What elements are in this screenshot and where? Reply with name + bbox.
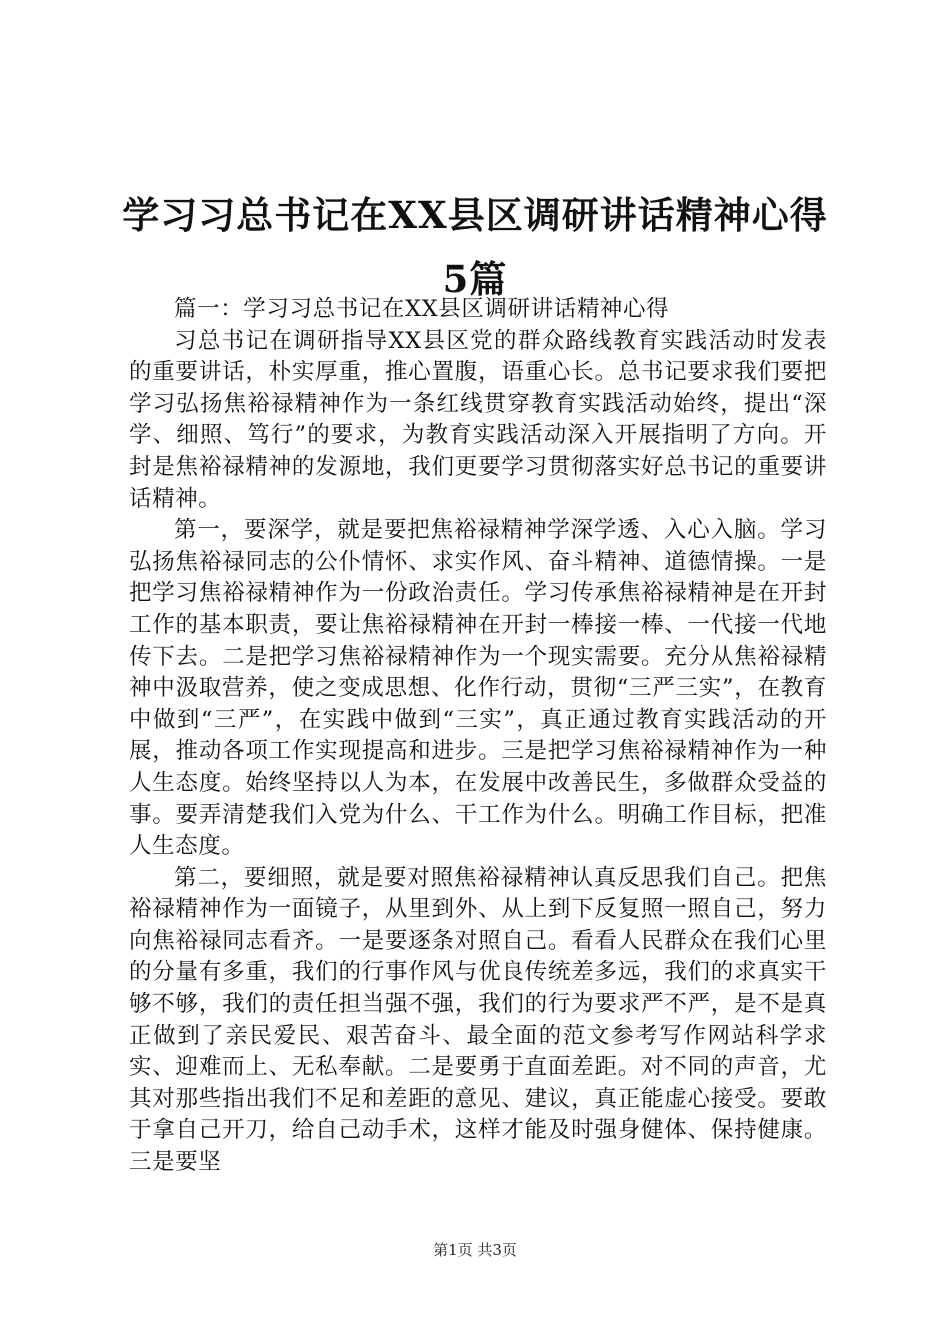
page-number-footer: 第1页 共3页	[433, 1241, 517, 1259]
paragraph: 第二，要细照，就是要对照焦裕禄精神认真反思我们自己。把焦裕禄精神作为一面镜子，从里到外、从上到下反复照一照自己，努力向焦裕禄同志看齐。一是要逐条对照自己。看看人民群众在我们心里的分量有多重，我们的行事作风与优良传统差多远，我们的求真实干够不够，我们的责任担当强不强，我们的行为要求严不严，是不是真正做到了亲民爱民、艰苦奋斗、最全面的范文参考写作网站科学求实、迎难而上、无私奉献。二是要勇于直面差距。对不同的声音，尤其对那些指出我们不足和差距的意见、建议，真正能虚心接受。要敢于拿自己开刀，给自己动手术，这样才能及时强身健体、保持健康。三是要坚	[129, 864, 827, 1176]
document-body	[129, 294, 827, 1179]
document-title: 学习习总书记在XX县区调研讲话精神心得5篇	[122, 192, 828, 301]
section-heading: 篇一：学习习总书记在XX县区调研讲话精神心得	[174, 296, 670, 322]
paragraph: 第一，要深学，就是要把焦裕禄精神学深学透、入心入脑。学习弘扬焦裕禄同志的公仆情怀、求实作风、奋斗精神、道德情操。一是把学习焦裕禄精神作为一份政治责任。学习传承焦裕禄精神是在开封工作的基本职责，要让焦裕禄精神在开封一棒接一棒、一代接一代地传下去。二是把学习焦裕禄精神作为一个现实需要。充分从焦裕禄精神中汲取营养，使之变成思想、化作行动，贯彻“三严三实”，在教育中做到“三严”，在实践中做到“三实”，真正通过教育实践活动的开展，推动各项工作实现提高和进步。三是把学习焦裕禄精神作为一种人生态度。始终坚持以人为本，在发展中改善民生，多做群众受益的事。要弄清楚我们入党为什么、干工作为什么。明确工作目标，把准人生态度。	[129, 517, 827, 860]
paragraph: 习总书记在调研指导XX县区党的群众路线教育实践活动时发表的重要讲话，朴实厚重，推心置腹，语重心长。总书记要求我们要把学习弘扬焦裕禄精神作为一条红线贯穿教育实践活动始终，提出“深学、细照、笃行”的要求，为教育实践活动深入开展指明了方向。开封是焦裕禄精神的发源地，我们更要学习贯彻落实好总书记的重要讲话精神。	[129, 327, 827, 512]
